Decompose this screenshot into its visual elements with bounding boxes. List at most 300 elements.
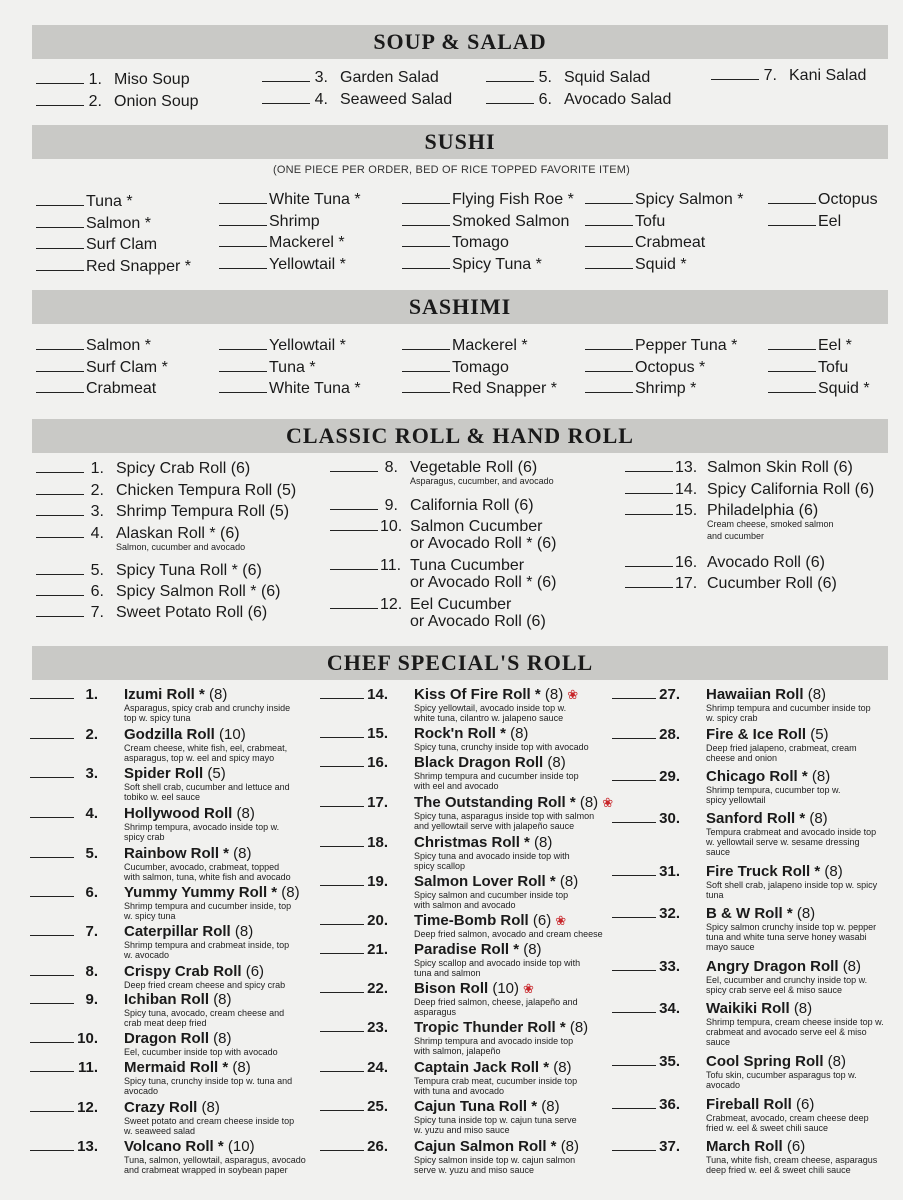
order-blank-line[interactable] xyxy=(625,492,673,494)
classic-roll-item[interactable] xyxy=(625,553,825,572)
chef-roll-item[interactable] xyxy=(30,765,226,782)
sushi-item[interactable] xyxy=(36,214,151,233)
sushi-item[interactable] xyxy=(768,212,841,231)
order-blank-line[interactable] xyxy=(585,370,633,372)
sushi-item[interactable] xyxy=(219,233,345,252)
roll-name: Rock'n Roll * xyxy=(414,725,506,742)
item-name: Spicy Crab Roll (6) xyxy=(116,460,251,477)
item-number: 20. xyxy=(367,912,388,929)
sushi-item[interactable] xyxy=(585,212,665,231)
item-name: Shrimp Tempura Roll (5) xyxy=(116,503,290,520)
item-number: 27. xyxy=(659,686,680,703)
chef-roll-item[interactable] xyxy=(612,686,826,703)
order-blank-line[interactable] xyxy=(330,508,378,510)
piece-count: (8) xyxy=(236,805,255,822)
sushi-item[interactable] xyxy=(585,255,687,274)
order-blank-line[interactable] xyxy=(330,568,378,570)
order-blank-line[interactable] xyxy=(330,470,378,472)
item-number: 13. xyxy=(77,1138,98,1155)
roll-description: Spicy tuna, asparagus inside top with salmon xyxy=(414,811,595,821)
order-blank-line[interactable] xyxy=(612,969,656,971)
classic-roll-item[interactable] xyxy=(36,561,262,580)
order-blank-line[interactable] xyxy=(30,1041,74,1043)
classic-roll-item[interactable] xyxy=(330,458,537,477)
order-blank-line[interactable] xyxy=(585,391,633,393)
roll-name: Salmon Lover Roll * xyxy=(414,873,556,890)
order-blank-line[interactable] xyxy=(262,80,310,82)
order-blank-line[interactable] xyxy=(625,565,673,567)
order-blank-line[interactable] xyxy=(402,202,450,204)
order-blank-line[interactable] xyxy=(30,737,74,739)
sushi-item[interactable] xyxy=(219,190,361,209)
classic-roll-item[interactable] xyxy=(36,502,289,521)
order-blank-line[interactable] xyxy=(320,1030,364,1032)
sashimi-item[interactable] xyxy=(36,379,156,398)
soup-item[interactable] xyxy=(36,70,190,89)
order-blank-line[interactable] xyxy=(402,245,450,247)
chef-roll-item[interactable] xyxy=(30,1030,232,1047)
item-number: 10. xyxy=(380,518,403,535)
chef-roll-item[interactable] xyxy=(320,980,534,997)
item-name: Salmon Skin Roll (6) xyxy=(707,459,853,476)
order-blank-line[interactable] xyxy=(219,391,267,393)
soup-item[interactable] xyxy=(486,68,650,87)
roll-description: Spicy salmon crunchy inside top w. pepper xyxy=(706,922,877,932)
order-blank-line[interactable] xyxy=(30,1149,74,1151)
item-name: Salmon Cucumber xyxy=(410,518,543,535)
chili-pepper-icon: ❀ xyxy=(602,795,614,810)
order-blank-line[interactable] xyxy=(585,348,633,350)
order-blank-line[interactable] xyxy=(30,816,74,818)
sashimi-item[interactable] xyxy=(402,379,557,398)
order-blank-line[interactable] xyxy=(30,1002,74,1004)
order-blank-line[interactable] xyxy=(36,471,84,473)
item-number: 15. xyxy=(367,725,388,742)
item-name: Squid Salad xyxy=(564,69,651,86)
order-blank-line[interactable] xyxy=(320,884,364,886)
item-description: Cream cheese, smoked salmon xyxy=(707,519,834,529)
item-number: 23. xyxy=(367,1019,388,1036)
roll-name: Tropic Thunder Roll * xyxy=(414,1019,566,1036)
sushi-item[interactable] xyxy=(36,235,157,254)
classic-roll-item[interactable] xyxy=(625,458,853,477)
order-blank-line[interactable] xyxy=(330,529,378,531)
item-number: 11. xyxy=(380,557,402,574)
chef-roll-item[interactable] xyxy=(30,686,227,703)
classic-roll-item[interactable] xyxy=(625,574,837,593)
order-blank-line[interactable] xyxy=(36,82,84,84)
sashimi-item[interactable] xyxy=(219,336,346,355)
item-number: 7. xyxy=(90,604,104,621)
order-blank-line[interactable] xyxy=(219,224,267,226)
soup-item[interactable] xyxy=(262,68,439,87)
chef-roll-item[interactable] xyxy=(30,726,246,743)
item-name: Avocado Salad xyxy=(564,91,672,108)
roll-name: Angry Dragon Roll xyxy=(706,958,839,975)
roll-name: Waikiki Roll xyxy=(706,1000,790,1017)
order-blank-line[interactable] xyxy=(219,348,267,350)
classic-roll-item[interactable] xyxy=(36,603,267,622)
roll-description: crab meat deep fried xyxy=(124,1018,207,1028)
sashimi-item[interactable] xyxy=(36,358,168,377)
classic-roll-item[interactable] xyxy=(36,459,250,478)
item-name: Red Snapper * xyxy=(452,380,557,397)
item-number: 36. xyxy=(659,1096,680,1113)
order-blank-line[interactable] xyxy=(36,615,84,617)
chef-roll-item[interactable] xyxy=(30,963,264,980)
roll-description: Spicy salmon and cucumber inside top xyxy=(414,890,569,900)
chili-pepper-icon: ❀ xyxy=(555,913,567,928)
order-blank-line[interactable] xyxy=(612,916,656,918)
roll-description: fried w. eel & sweet chili sauce xyxy=(706,1123,829,1133)
order-blank-line[interactable] xyxy=(320,736,364,738)
order-blank-line[interactable] xyxy=(30,776,74,778)
item-number: 26. xyxy=(367,1138,388,1155)
chef-roll-item[interactable] xyxy=(612,958,861,975)
chef-roll-item[interactable] xyxy=(612,1096,814,1113)
roll-description: tuna and salmon xyxy=(414,968,481,978)
chef-roll-item[interactable] xyxy=(612,863,843,880)
section-header-chef-special: CHEF SPECIAL'S ROLL xyxy=(32,646,888,680)
order-blank-line[interactable] xyxy=(320,1149,364,1151)
order-blank-line[interactable] xyxy=(36,247,84,249)
order-blank-line[interactable] xyxy=(768,370,816,372)
order-blank-line[interactable] xyxy=(402,267,450,269)
chef-roll-item[interactable] xyxy=(320,1019,588,1036)
sashimi-item[interactable] xyxy=(219,358,316,377)
section-header-classic-roll: CLASSIC ROLL & HAND ROLL xyxy=(32,419,888,453)
piece-count: (8) xyxy=(796,905,816,922)
item-name: Crabmeat xyxy=(635,234,706,251)
piece-count: (8) xyxy=(569,1019,589,1036)
roll-name: Volcano Roll * xyxy=(124,1138,224,1155)
item-number: 18. xyxy=(367,834,388,851)
order-blank-line[interactable] xyxy=(585,245,633,247)
chef-roll-item[interactable] xyxy=(320,1059,572,1076)
order-blank-line[interactable] xyxy=(768,202,816,204)
soup-item[interactable] xyxy=(711,66,866,85)
item-number: 8. xyxy=(85,963,98,980)
piece-count: (8) xyxy=(793,1000,813,1017)
item-name: Tuna * xyxy=(86,193,133,210)
chef-roll-item[interactable] xyxy=(320,1098,560,1115)
sashimi-item[interactable] xyxy=(36,336,151,355)
chef-roll-item[interactable] xyxy=(30,1099,220,1116)
order-blank-line[interactable] xyxy=(402,370,450,372)
chili-pepper-icon: ❀ xyxy=(523,981,534,996)
roll-description: Shrimp tempura, cream cheese inside top w. xyxy=(706,1017,884,1027)
order-blank-line[interactable] xyxy=(36,536,84,538)
order-blank-line[interactable] xyxy=(320,765,364,767)
order-blank-line[interactable] xyxy=(402,224,450,226)
order-blank-line[interactable] xyxy=(625,586,673,588)
sashimi-item[interactable] xyxy=(768,336,852,355)
order-blank-line[interactable] xyxy=(36,204,84,206)
item-name: Mackerel * xyxy=(452,337,528,354)
order-blank-line[interactable] xyxy=(36,226,84,228)
roll-description: and crabmeat wrapped in soybean paper xyxy=(124,1165,288,1175)
chef-roll-item[interactable] xyxy=(30,1059,251,1076)
chef-roll-item[interactable] xyxy=(320,1138,579,1155)
sashimi-item[interactable] xyxy=(585,336,737,355)
order-blank-line[interactable] xyxy=(320,697,364,699)
classic-roll-item[interactable] xyxy=(330,496,534,515)
sashimi-item[interactable] xyxy=(768,358,848,377)
classic-roll-item[interactable] xyxy=(625,480,874,499)
order-blank-line[interactable] xyxy=(36,573,84,575)
order-blank-line[interactable] xyxy=(36,370,84,372)
order-blank-line[interactable] xyxy=(219,245,267,247)
piece-count: (8) xyxy=(809,810,828,827)
chef-roll-item[interactable] xyxy=(320,834,552,851)
roll-description: Tempura crab meat, cucumber inside top xyxy=(414,1076,578,1086)
piece-count: (8) xyxy=(201,1099,220,1116)
chef-roll-item[interactable] xyxy=(30,991,232,1008)
item-name: Spicy Tuna Roll * (6) xyxy=(116,562,262,579)
item-number: 2. xyxy=(85,726,98,743)
piece-count: (8) xyxy=(579,794,599,811)
chef-roll-item[interactable] xyxy=(30,845,252,862)
order-blank-line[interactable] xyxy=(36,493,84,495)
order-blank-line[interactable] xyxy=(486,102,534,104)
piece-count: (6) xyxy=(245,963,265,980)
item-number: 7. xyxy=(763,67,777,84)
sushi-item[interactable] xyxy=(36,257,191,276)
sushi-item[interactable] xyxy=(585,190,744,209)
chef-roll-item[interactable] xyxy=(320,873,578,890)
item-name: Spicy Tuna * xyxy=(452,255,542,273)
section-header-sashimi: SASHIMI xyxy=(32,290,888,324)
item-number: 30. xyxy=(659,810,680,827)
sushi-item[interactable] xyxy=(402,233,509,252)
order-blank-line[interactable] xyxy=(320,991,364,993)
order-blank-line[interactable] xyxy=(219,202,267,204)
roll-name: Hawaiian Roll xyxy=(706,686,804,703)
roll-name: Fireball Roll xyxy=(706,1096,792,1113)
roll-name: Cajun Tuna Roll * xyxy=(414,1098,538,1115)
chef-roll-item[interactable] xyxy=(612,726,829,743)
order-blank-line[interactable] xyxy=(612,874,656,876)
chef-roll-item[interactable] xyxy=(612,905,815,922)
roll-description: white tuna, cilantro w. jalapeno sauce xyxy=(414,713,564,723)
piece-count: (8) xyxy=(232,1059,251,1076)
roll-description: Shrimp tempura and cucumber inside, top xyxy=(124,901,292,911)
chef-roll-item[interactable] xyxy=(30,1138,255,1155)
chef-roll-item[interactable] xyxy=(30,923,253,940)
item-name: Octopus * xyxy=(635,358,706,376)
roll-name: Sanford Roll * xyxy=(706,810,806,827)
roll-description: tuna and white tuna serve honey wasabi xyxy=(706,932,867,942)
order-blank-line[interactable] xyxy=(612,1011,656,1013)
soup-item[interactable] xyxy=(486,90,671,109)
roll-name: Cool Spring Roll xyxy=(706,1053,824,1070)
order-blank-line[interactable] xyxy=(612,737,656,739)
chef-roll-item[interactable] xyxy=(320,912,566,929)
item-name: Salmon * xyxy=(86,337,151,354)
sushi-item[interactable] xyxy=(402,190,574,209)
classic-roll-item[interactable] xyxy=(36,582,281,601)
chef-roll-item[interactable] xyxy=(30,884,300,901)
order-blank-line[interactable] xyxy=(625,470,673,472)
item-number: 1. xyxy=(90,460,104,477)
roll-description: avocado xyxy=(124,1086,159,1096)
soup-item[interactable] xyxy=(262,90,452,109)
order-blank-line[interactable] xyxy=(320,923,364,925)
order-blank-line[interactable] xyxy=(30,856,74,858)
order-blank-line[interactable] xyxy=(625,513,673,515)
order-blank-line[interactable] xyxy=(36,391,84,393)
chef-roll-item[interactable] xyxy=(30,805,255,822)
piece-count: (8) xyxy=(281,884,300,901)
item-number: 17. xyxy=(367,794,388,811)
item-description: Salmon, cucumber and avocado xyxy=(116,542,246,552)
order-blank-line[interactable] xyxy=(320,1070,364,1072)
roll-description: w. seaweed salad xyxy=(124,1126,196,1136)
order-blank-line[interactable] xyxy=(30,934,74,936)
order-blank-line[interactable] xyxy=(320,1109,364,1111)
order-blank-line[interactable] xyxy=(30,974,74,976)
roll-name: Fire & Ice Roll xyxy=(706,726,807,743)
order-blank-line[interactable] xyxy=(612,821,656,823)
order-blank-line[interactable] xyxy=(320,805,364,807)
order-blank-line[interactable] xyxy=(402,348,450,350)
piece-count: (8) xyxy=(541,1098,560,1115)
order-blank-line[interactable] xyxy=(36,269,84,271)
chef-roll-item[interactable] xyxy=(320,725,528,742)
item-number: 7. xyxy=(85,923,98,940)
roll-name: Rainbow Roll * xyxy=(124,845,229,862)
item-name: Eel * xyxy=(818,337,852,354)
order-blank-line[interactable] xyxy=(612,697,656,699)
roll-description: Deep fried salmon, avocado and cream cheese xyxy=(414,929,603,939)
order-blank-line[interactable] xyxy=(612,1149,656,1151)
sushi-item[interactable] xyxy=(219,212,320,231)
order-blank-line[interactable] xyxy=(30,1070,74,1072)
piece-count: (8) xyxy=(807,686,827,703)
roll-description: with salmon and avocado xyxy=(414,900,516,910)
classic-roll-item[interactable] xyxy=(36,524,240,543)
order-blank-line[interactable] xyxy=(36,514,84,516)
roll-description: Spicy tuna, crunchy inside top w. tuna and xyxy=(124,1076,293,1086)
item-number: 11. xyxy=(77,1059,98,1076)
chef-roll-item[interactable] xyxy=(320,941,542,958)
order-blank-line[interactable] xyxy=(612,779,656,781)
order-blank-line[interactable] xyxy=(30,697,74,699)
sushi-item[interactable] xyxy=(36,192,133,211)
roll-description: Shrimp tempura, avocado inside top w. xyxy=(124,822,280,832)
chef-roll-item[interactable] xyxy=(320,794,613,811)
order-blank-line[interactable] xyxy=(768,391,816,393)
order-blank-line[interactable] xyxy=(36,594,84,596)
sushi-item[interactable] xyxy=(402,255,542,274)
roll-description: asparagus, top w. eel and spicy mayo xyxy=(124,753,275,763)
order-blank-line[interactable] xyxy=(320,952,364,954)
roll-description: w. avocado xyxy=(124,950,170,960)
item-number: 31. xyxy=(659,863,680,880)
sashimi-item[interactable] xyxy=(219,379,361,398)
roll-name: Spider Roll xyxy=(124,765,204,782)
roll-description: Shrimp tempura, cucumber top w. xyxy=(706,785,841,795)
piece-count: (5) xyxy=(810,726,829,743)
sashimi-item[interactable] xyxy=(585,379,696,398)
roll-description: with salmon, jalapeño xyxy=(414,1046,501,1056)
order-blank-line[interactable] xyxy=(585,224,633,226)
item-name: Tuna Cucumber xyxy=(410,557,525,574)
order-blank-line[interactable] xyxy=(768,224,816,226)
roll-description: spicy scallop xyxy=(414,861,466,871)
sushi-item[interactable] xyxy=(402,212,569,231)
item-number: 4. xyxy=(85,805,98,822)
order-blank-line[interactable] xyxy=(486,80,534,82)
chef-roll-item[interactable] xyxy=(612,1138,805,1155)
roll-name: Caterpillar Roll xyxy=(124,923,231,940)
order-blank-line[interactable] xyxy=(768,348,816,350)
item-number: 5. xyxy=(85,845,98,862)
sashimi-item[interactable] xyxy=(402,336,528,355)
order-blank-line[interactable] xyxy=(262,102,310,104)
item-name: Sweet Potato Roll (6) xyxy=(116,604,268,621)
order-blank-line[interactable] xyxy=(30,895,74,897)
order-blank-line[interactable] xyxy=(36,104,84,106)
item-number: 3. xyxy=(90,503,104,520)
classic-roll-item[interactable] xyxy=(625,501,818,520)
chef-roll-item[interactable] xyxy=(612,1000,812,1017)
order-blank-line[interactable] xyxy=(330,607,378,609)
order-blank-line[interactable] xyxy=(219,267,267,269)
roll-description: Sweet potato and cream cheese inside top xyxy=(124,1116,295,1126)
order-blank-line[interactable] xyxy=(585,267,633,269)
sashimi-item[interactable] xyxy=(402,358,509,377)
roll-description: Tempura crabmeat and avocado inside top xyxy=(706,827,877,837)
piece-count: (8) xyxy=(510,725,529,742)
order-blank-line[interactable] xyxy=(219,370,267,372)
roll-name: The Outstanding Roll * xyxy=(414,794,576,811)
order-blank-line[interactable] xyxy=(320,845,364,847)
order-blank-line[interactable] xyxy=(402,391,450,393)
order-blank-line[interactable] xyxy=(585,202,633,204)
chef-roll-item[interactable] xyxy=(612,768,830,785)
roll-name: Christmas Roll * xyxy=(414,834,530,851)
sushi-item[interactable] xyxy=(219,255,346,274)
piece-count: (8) xyxy=(553,1059,572,1076)
item-name: Yellowtail * xyxy=(269,337,346,354)
roll-description: Crabmeat, avocado, cream cheese deep xyxy=(706,1113,869,1123)
roll-description: Cucumber, avocado, crabmeat, topped xyxy=(124,862,280,872)
roll-description: with eel and avocado xyxy=(414,781,499,791)
order-blank-line[interactable] xyxy=(30,1110,74,1112)
item-number: 1. xyxy=(88,71,102,88)
sushi-item[interactable] xyxy=(768,190,878,209)
chef-roll-item[interactable] xyxy=(612,1053,846,1070)
order-blank-line[interactable] xyxy=(36,348,84,350)
item-name: Crabmeat xyxy=(86,380,157,397)
roll-name: Crazy Roll xyxy=(124,1099,198,1116)
item-name: Kani Salad xyxy=(789,67,867,84)
piece-count: (8) xyxy=(233,845,252,862)
chef-roll-item[interactable] xyxy=(320,686,578,703)
classic-roll-item[interactable] xyxy=(36,481,296,500)
order-blank-line[interactable] xyxy=(612,1064,656,1066)
sashimi-item[interactable] xyxy=(768,379,870,398)
chef-roll-item[interactable] xyxy=(320,754,566,771)
roll-description: Spicy tuna and avocado inside top with xyxy=(414,851,570,861)
order-blank-line[interactable] xyxy=(612,1107,656,1109)
order-blank-line[interactable] xyxy=(711,78,759,80)
sushi-item[interactable] xyxy=(585,233,705,252)
chef-roll-item[interactable] xyxy=(612,810,828,827)
sashimi-item[interactable] xyxy=(585,358,705,377)
soup-item[interactable] xyxy=(36,92,199,111)
